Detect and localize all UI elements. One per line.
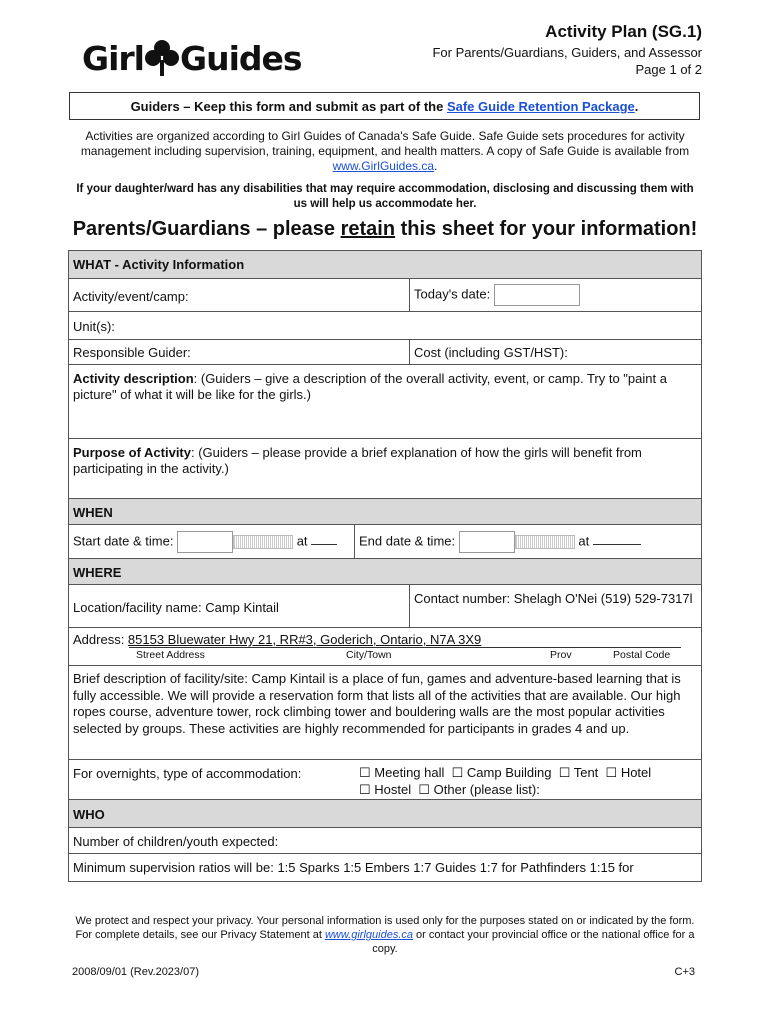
location-row (69, 585, 701, 628)
trefoil-icon (145, 38, 179, 78)
activity-label: Activity/event/camp: (73, 289, 189, 304)
disability-note: If your daughter/ward has any disabilities that may require accommodation, disclosing and discussing them with us will help us accommodate her. (76, 183, 694, 210)
todays-date-label: Today's date: (414, 286, 491, 302)
option-other[interactable]: ☐ Other (please list): (418, 781, 540, 797)
cost-label: Cost (including GST/HST): (414, 345, 568, 360)
privacy-link[interactable]: www.girlguides.ca (324, 929, 413, 941)
ratios-row (69, 854, 701, 881)
start-date-input[interactable] (177, 531, 233, 553)
supervision-ratios: Minimum supervision ratios will be: 1:5 Sparks 1:5 Embers 1:7 Guides 1:7 for Pathfinders 1:15 for (73, 860, 634, 875)
section-header-where: WHERE (69, 559, 701, 585)
dates-row: Start date & time: at End date & time: at (69, 525, 701, 559)
overnight-label: For overnights, type of accommodation: (73, 766, 302, 781)
end-date-input[interactable] (459, 531, 515, 553)
postal-caption: Postal Code (613, 649, 671, 661)
page-number: Page 1 of 2 (635, 62, 702, 77)
form-title: Activity Plan (SG.1) (545, 22, 702, 41)
end-at-blank[interactable] (593, 544, 641, 545)
logo-text-girl: Girl (82, 38, 144, 78)
address-value: 85153 Bluewater Hwy 21, RR#3, Goderich, Ontario, N7A 3X9 (127, 632, 482, 647)
privacy-statement: We protect and respect your privacy. Your personal information is used only for the purposes stated on or indicated by the form. For complete details, see our Privacy Statement at www.girlguides.ca or contact your provincial office or the national office for a copy. (75, 915, 695, 955)
intro-paragraph: Activities are organized according to Girl Guides of Canada's Safe Guide. Safe Guide sets procedures for activity management including supervision, training, equipment, and health matters. A copy of Safe Guide is available from www.GirlGuides.ca. (80, 129, 690, 173)
section-header-who: WHO (69, 800, 701, 828)
section-header-when: WHEN (69, 499, 701, 525)
activity-description-row[interactable]: Activity description: (Guiders – give a description of the overall activity, event, or camp. Try to "paint a picture" of what it will be like for the girls.) (69, 365, 701, 439)
responsible-row (69, 340, 701, 365)
todays-date-input[interactable] (494, 284, 580, 306)
activity-form-table (68, 250, 702, 882)
start-date-label: Start date & time: (73, 533, 174, 549)
end-time-input[interactable] (515, 535, 575, 549)
option-hotel[interactable]: ☐ Hotel (605, 765, 652, 780)
city-caption: City/Town (346, 649, 392, 661)
section-header-what: WHAT - Activity Information (69, 251, 701, 279)
parents-title: Parents/Guardians – please retain this sheet for your information! (72, 218, 698, 240)
children-label: Number of children/youth expected: (73, 834, 279, 849)
option-hostel[interactable]: ☐ Hostel (359, 781, 412, 797)
prov-caption: Prov (550, 649, 572, 661)
option-tent[interactable]: ☐ Tent (558, 765, 599, 780)
end-date-label: End date & time: (359, 533, 456, 549)
girl-guides-logo (82, 36, 302, 80)
start-time-input[interactable] (233, 535, 293, 549)
accommodation-row (69, 760, 701, 800)
contact-number: Contact number: Shelagh O'Nei (519) 529-7317l (414, 591, 693, 606)
address-underline (129, 647, 681, 648)
children-row (69, 828, 701, 854)
option-meeting-hall[interactable]: ☐ Meeting hall (359, 765, 445, 780)
girlguides-link[interactable]: www.GirlGuides.ca (332, 159, 435, 173)
start-at-blank[interactable] (311, 544, 337, 545)
street-caption: Street Address (136, 649, 205, 661)
units-label: Unit(s): (73, 319, 115, 334)
responsible-guider-label: Responsible Guider: (73, 345, 191, 360)
facility-description-row (69, 666, 701, 760)
form-subtitle: For Parents/Guardians, Guiders, and Assessor (432, 45, 702, 60)
location-label: Location/facility name: Camp Kintail (73, 600, 279, 615)
logo-text-guides: Guides (179, 38, 302, 78)
facility-description: Brief description of facility/site: Camp Kintail is a place of fun, games and adventure-based learning that is fully accessible. We will provide a reservation form that lists all of the activities that are available. Our high ropes course, adventure tower, rock climbing tower and bouldering walls are the most popular activities selected by groups. These activities are highly recommended for participants in grades 4 and up. (73, 671, 681, 736)
guiders-notice: Guiders – Keep this form and submit as part of the Safe Guide Retention Package. (69, 92, 700, 120)
revision-date: 2008/09/01 (Rev.2023/07) (72, 966, 199, 978)
activity-row (69, 279, 701, 312)
option-camp-building[interactable]: ☐ Camp Building (451, 765, 552, 780)
safe-guide-retention-link[interactable]: Safe Guide Retention Package (446, 99, 635, 114)
units-row (69, 312, 701, 340)
form-code: C+3 (674, 966, 695, 978)
address-row: Address: 85153 Bluewater Hwy 21, RR#3, Goderich, Ontario, N7A 3X9 Street Address City/Town Prov Postal Code (69, 628, 701, 666)
purpose-row[interactable]: Purpose of Activity: (Guiders – please provide a brief explanation of how the girls will benefit from participating in the activity.) (69, 439, 701, 499)
